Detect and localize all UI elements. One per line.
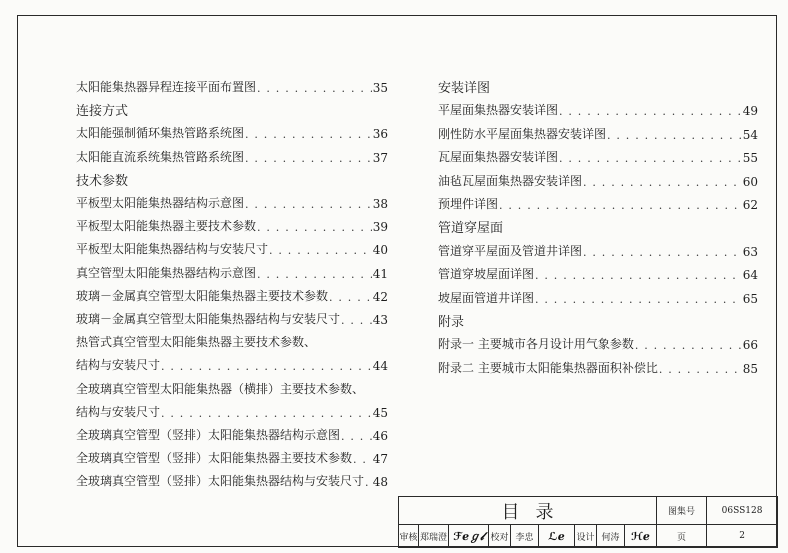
leader-dots [583,176,742,189]
toc-entry-page: 49 [742,104,758,119]
toc-entry-title: 管道穿坡屋面详图 [438,267,535,282]
leader-dots [559,105,742,118]
toc-entry-page: 46 [372,429,388,443]
leader-dots [257,82,372,95]
toc-entry-title: 平屋面集热器安装详图 [438,103,559,118]
leader-dots [535,293,742,306]
leader-dots [535,269,742,282]
checker-signature-image: ℒℯ [548,529,565,543]
leader-dots [559,152,742,165]
check-label: 校对 [489,525,511,548]
toc-entry[interactable] [438,190,758,212]
atlas-label: 图集号 [657,497,707,525]
toc-entry-page: 38 [372,197,388,211]
leader-dots [659,363,742,376]
section-heading: 安装详图 [438,81,491,96]
toc-entry-page: 43 [372,313,388,327]
toc-entry-page: 63 [742,244,758,259]
toc-entry[interactable] [438,284,758,306]
drawing-frame [17,15,777,547]
toc-entry[interactable] [76,212,388,234]
toc-entry[interactable] [76,398,388,420]
toc-entry[interactable] [76,305,388,327]
toc-entry[interactable] [438,143,758,165]
leader-dots [365,476,372,489]
toc-entry-page: 40 [372,243,388,258]
toc-entry[interactable] [76,143,388,165]
reviewer-signature-image: ℱℯℊ𝓁 [453,530,484,543]
page-label: 页 [657,525,707,548]
toc-entry-title: 瓦屋面集热器安装详图 [438,150,559,165]
reviewer-name: 郑瑞澄 [419,525,449,548]
toc-entry-page: 54 [742,127,758,142]
toc-entry-title: 平板型太阳能集热器结构与安装尺寸 [76,242,269,257]
toc-entry-title: 全玻璃真空管型（竖排）太阳能集热器主要技术参数 [76,451,353,466]
toc-entry-page: 48 [372,475,388,490]
toc-entry[interactable] [438,260,758,282]
designer-signature [625,525,657,548]
leader-dots [257,221,372,234]
leader-dots [635,339,742,352]
toc-entry-title: 坡屋面管道井详图 [438,290,535,305]
leader-dots [341,430,372,443]
leader-dots [499,199,742,212]
designer-name: 何涛 [597,525,625,548]
toc-entry-title: 太阳能直流系统集热管路系统图 [76,149,245,164]
toc-entry-title: 全玻璃真空管型太阳能集热器（横排）主要技术参数、 [76,381,365,396]
designer-signature-image: ℋℯ [631,529,650,543]
toc-entry-page: 36 [372,127,388,142]
leader-dots [245,128,372,141]
leader-dots [329,291,372,304]
leader-dots [161,407,372,420]
toc-entry[interactable] [76,351,388,373]
toc-entry-page: 47 [372,452,388,467]
leader-dots [257,268,372,281]
toc-entry-title: 平板型太阳能集热器结构示意图 [76,196,245,210]
toc-entry-title: 热管式真空管型太阳能集热器主要技术参数、 [76,335,317,350]
leader-dots [161,360,372,373]
toc-entry-title: 管道穿平屋面及管道井详图 [438,243,583,258]
leader-dots [583,246,742,259]
toc-entry[interactable] [76,189,388,211]
toc-entry-title: 预埋件详图 [438,197,499,211]
toc-entry-page: 41 [372,266,388,281]
toc-entry-title: 太阳能强制循环集热管路系统图 [76,126,245,141]
toc-entry-page: 42 [372,289,388,304]
section-heading: 连接方式 [76,104,129,120]
toc-entry[interactable] [76,467,388,489]
toc-entry-page: 85 [742,361,758,376]
toc-entry[interactable] [438,96,758,118]
toc-entry[interactable] [76,328,388,350]
toc-entry-title: 玻璃－金属真空管型太阳能集热器主要技术参数 [76,288,329,303]
toc-entry-page: 65 [742,291,758,306]
reviewer-signature [449,525,489,548]
toc-entry-title: 结构与安装尺寸 [76,404,161,419]
leader-dots [269,244,372,257]
catalog-title: 目录 [501,501,570,523]
toc-entry-page: 60 [742,174,758,189]
toc-entry-page: 39 [372,220,388,235]
toc-entry[interactable] [76,421,388,443]
toc-entry[interactable] [76,235,388,257]
toc-entry-title: 结构与安装尺寸 [76,358,161,373]
atlas-number: 06SS128 [707,497,778,525]
toc-entry-page: 44 [372,359,388,374]
section-heading: 技术参数 [76,173,129,189]
toc-entry-title: 全玻璃真空管型（竖排）太阳能集热器结构示意图 [76,428,341,442]
section-heading: 管道穿屋面 [438,221,504,237]
review-label: 审核 [399,525,419,548]
toc-entry-title: 全玻璃真空管型（竖排）太阳能集热器结构与安装尺寸 [76,474,365,489]
toc-entry[interactable] [438,120,758,142]
toc-entry-title: 附录二 主要城市太阳能集热器面积补偿比 [438,360,658,375]
title-cell [399,497,657,525]
section-heading: 附录 [438,315,465,330]
toc-entry-title: 玻璃－金属真空管型太阳能集热器结构与安装尺寸 [76,312,341,326]
toc-entry[interactable] [438,167,758,189]
toc-entry[interactable] [76,119,388,141]
toc-entry[interactable] [76,73,388,95]
toc-entry-page: 66 [742,338,758,353]
toc-entry-page: 55 [742,151,758,166]
toc-entry[interactable] [438,237,758,259]
checker-signature [539,525,575,548]
leader-dots [607,129,742,142]
toc-entry-page: 35 [372,81,388,95]
toc-entry[interactable] [438,354,758,376]
leader-dots [245,152,372,165]
leader-dots [341,314,372,327]
toc-entry[interactable] [76,444,388,466]
leader-dots [353,453,372,466]
page-number: 2 [707,525,778,548]
toc-entry-page: 45 [372,405,388,420]
toc-entry-title: 太阳能集热器异程连接平面布置图 [76,80,257,94]
toc-entry[interactable] [76,259,388,281]
toc-entry-title: 真空管型太阳能集热器结构示意图 [76,265,257,280]
toc-entry[interactable] [76,375,388,397]
toc-entry-page: 62 [742,198,758,212]
toc-entry-title: 油毡瓦屋面集热器安装详图 [438,173,583,188]
toc-entry-title: 刚性防水平屋面集热器安装详图 [438,126,607,141]
toc-entry-page: 37 [372,150,388,165]
toc-entry[interactable] [438,330,758,352]
design-label: 设计 [575,525,597,548]
toc-entry-title: 附录一 主要城市各月设计用气象参数 [438,337,634,352]
toc-entry-page: 64 [742,268,758,283]
toc-entry-title: 平板型太阳能集热器主要技术参数 [76,219,257,234]
leader-dots [245,198,372,211]
toc-entry[interactable] [76,282,388,304]
checker-name: 李忠 [511,525,539,548]
title-block [398,496,777,547]
